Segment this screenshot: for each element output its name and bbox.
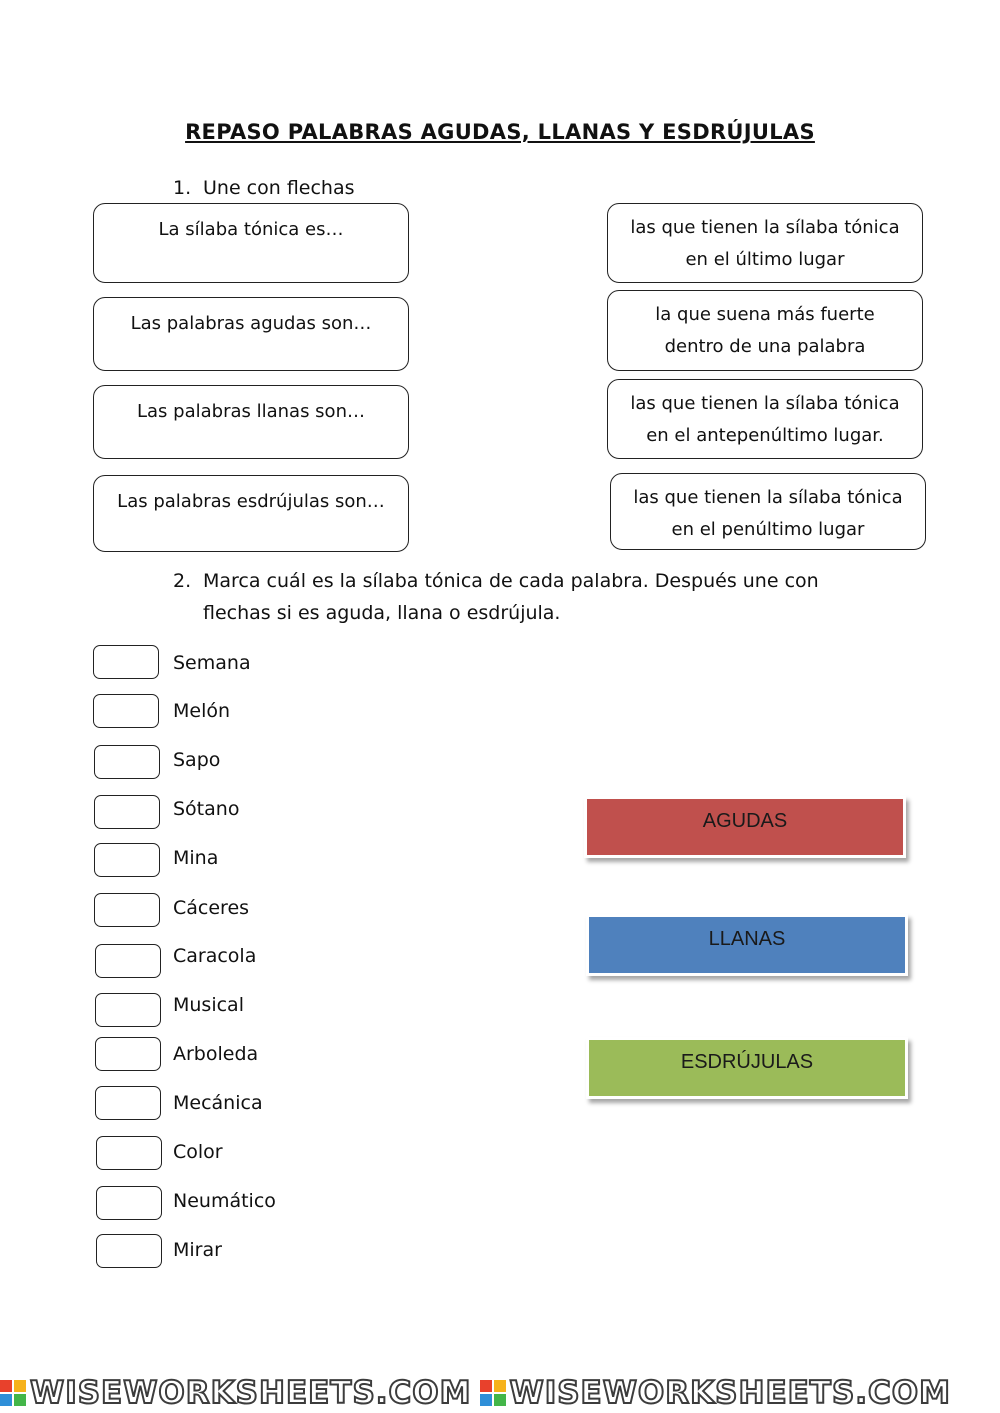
definition-line: la que suena más fuerte xyxy=(655,304,875,325)
category-label: AGUDAS xyxy=(702,810,788,832)
concept-box-agudas[interactable] xyxy=(93,297,409,371)
word-answer-box[interactable] xyxy=(96,1136,162,1170)
word-answer-box[interactable] xyxy=(95,1086,161,1120)
question-2 xyxy=(173,565,858,629)
word-label: Color xyxy=(173,1141,223,1163)
category-llanas[interactable] xyxy=(586,914,908,976)
definition-line: en el antepenúltimo lugar. xyxy=(646,425,884,446)
logo-blocks-icon xyxy=(0,1380,26,1406)
category-esdrujulas[interactable] xyxy=(586,1037,908,1099)
concept-box-esdrujulas[interactable] xyxy=(93,475,409,552)
word-answer-box[interactable] xyxy=(95,993,161,1027)
question-2-number: 2. xyxy=(173,570,192,592)
word-label: Arboleda xyxy=(173,1043,259,1065)
page-title: REPASO PALABRAS AGUDAS, LLANAS Y ESDRÚJULAS xyxy=(185,120,815,144)
word-label: Cáceres xyxy=(173,897,250,919)
word-answer-box[interactable] xyxy=(93,645,159,679)
word-answer-box[interactable] xyxy=(96,1186,162,1220)
watermark-logo xyxy=(480,1375,952,1411)
word-answer-box[interactable] xyxy=(93,694,159,728)
definition-line: en el penúltimo lugar xyxy=(671,519,865,540)
definition-line: las que tienen la sílaba tónica xyxy=(633,487,903,508)
word-label: Semana xyxy=(173,652,251,674)
watermark-logo xyxy=(0,1375,472,1411)
definition-box-3[interactable] xyxy=(607,379,923,459)
category-label: ESDRÚJULAS xyxy=(680,1051,814,1073)
concept-box-label: Las palabras agudas son… xyxy=(130,313,372,334)
word-label: Sapo xyxy=(173,749,221,771)
question-1-text: Une con flechas xyxy=(203,177,355,199)
word-label: Neumático xyxy=(173,1190,276,1212)
definition-box-4[interactable] xyxy=(610,473,926,550)
concept-box-label: La sílaba tónica es… xyxy=(158,219,344,240)
question-2-line: Marca cuál es la sílaba tónica de cada palabra. Después une con xyxy=(203,570,819,592)
logo-blocks-icon xyxy=(480,1380,506,1406)
question-1-number: 1. xyxy=(173,177,192,199)
word-answer-box[interactable] xyxy=(94,893,160,927)
definition-line: en el último lugar xyxy=(685,249,845,270)
word-label: Mina xyxy=(173,847,219,869)
definition-box-1[interactable] xyxy=(607,203,923,283)
question-1 xyxy=(173,172,873,204)
definition-line: las que tienen la sílaba tónica xyxy=(630,217,900,238)
category-agudas[interactable] xyxy=(584,796,906,858)
word-answer-box[interactable] xyxy=(95,1037,161,1071)
watermark-brand-text: WISEWORKSHEETS.COM xyxy=(509,1374,951,1411)
concept-box-label: Las palabras esdrújulas son… xyxy=(117,491,385,512)
question-2-text xyxy=(203,565,856,629)
definition-line: dentro de una palabra xyxy=(664,336,866,357)
word-label: Sótano xyxy=(173,798,240,820)
word-label: Musical xyxy=(173,994,244,1016)
footer-watermark xyxy=(0,1372,1000,1413)
definition-line: las que tienen la sílaba tónica xyxy=(630,393,900,414)
concept-box-llanas[interactable] xyxy=(93,385,409,459)
word-answer-box[interactable] xyxy=(94,745,160,779)
word-label: Melón xyxy=(173,700,231,722)
word-label: Mecánica xyxy=(173,1092,263,1114)
question-2-line: flechas si es aguda, llana o esdrújula. xyxy=(203,602,561,624)
word-answer-box[interactable] xyxy=(95,944,161,978)
concept-box-label: Las palabras llanas son… xyxy=(137,401,365,422)
concept-box-silaba-tonica[interactable] xyxy=(93,203,409,283)
word-label: Mirar xyxy=(173,1239,222,1261)
word-answer-box[interactable] xyxy=(96,1234,162,1268)
category-label: LLANAS xyxy=(708,928,786,950)
definition-box-2[interactable] xyxy=(607,290,923,371)
word-answer-box[interactable] xyxy=(94,795,160,829)
word-label: Caracola xyxy=(173,945,257,967)
watermark-brand-text: WISEWORKSHEETS.COM xyxy=(30,1374,472,1411)
word-answer-box[interactable] xyxy=(94,843,160,877)
